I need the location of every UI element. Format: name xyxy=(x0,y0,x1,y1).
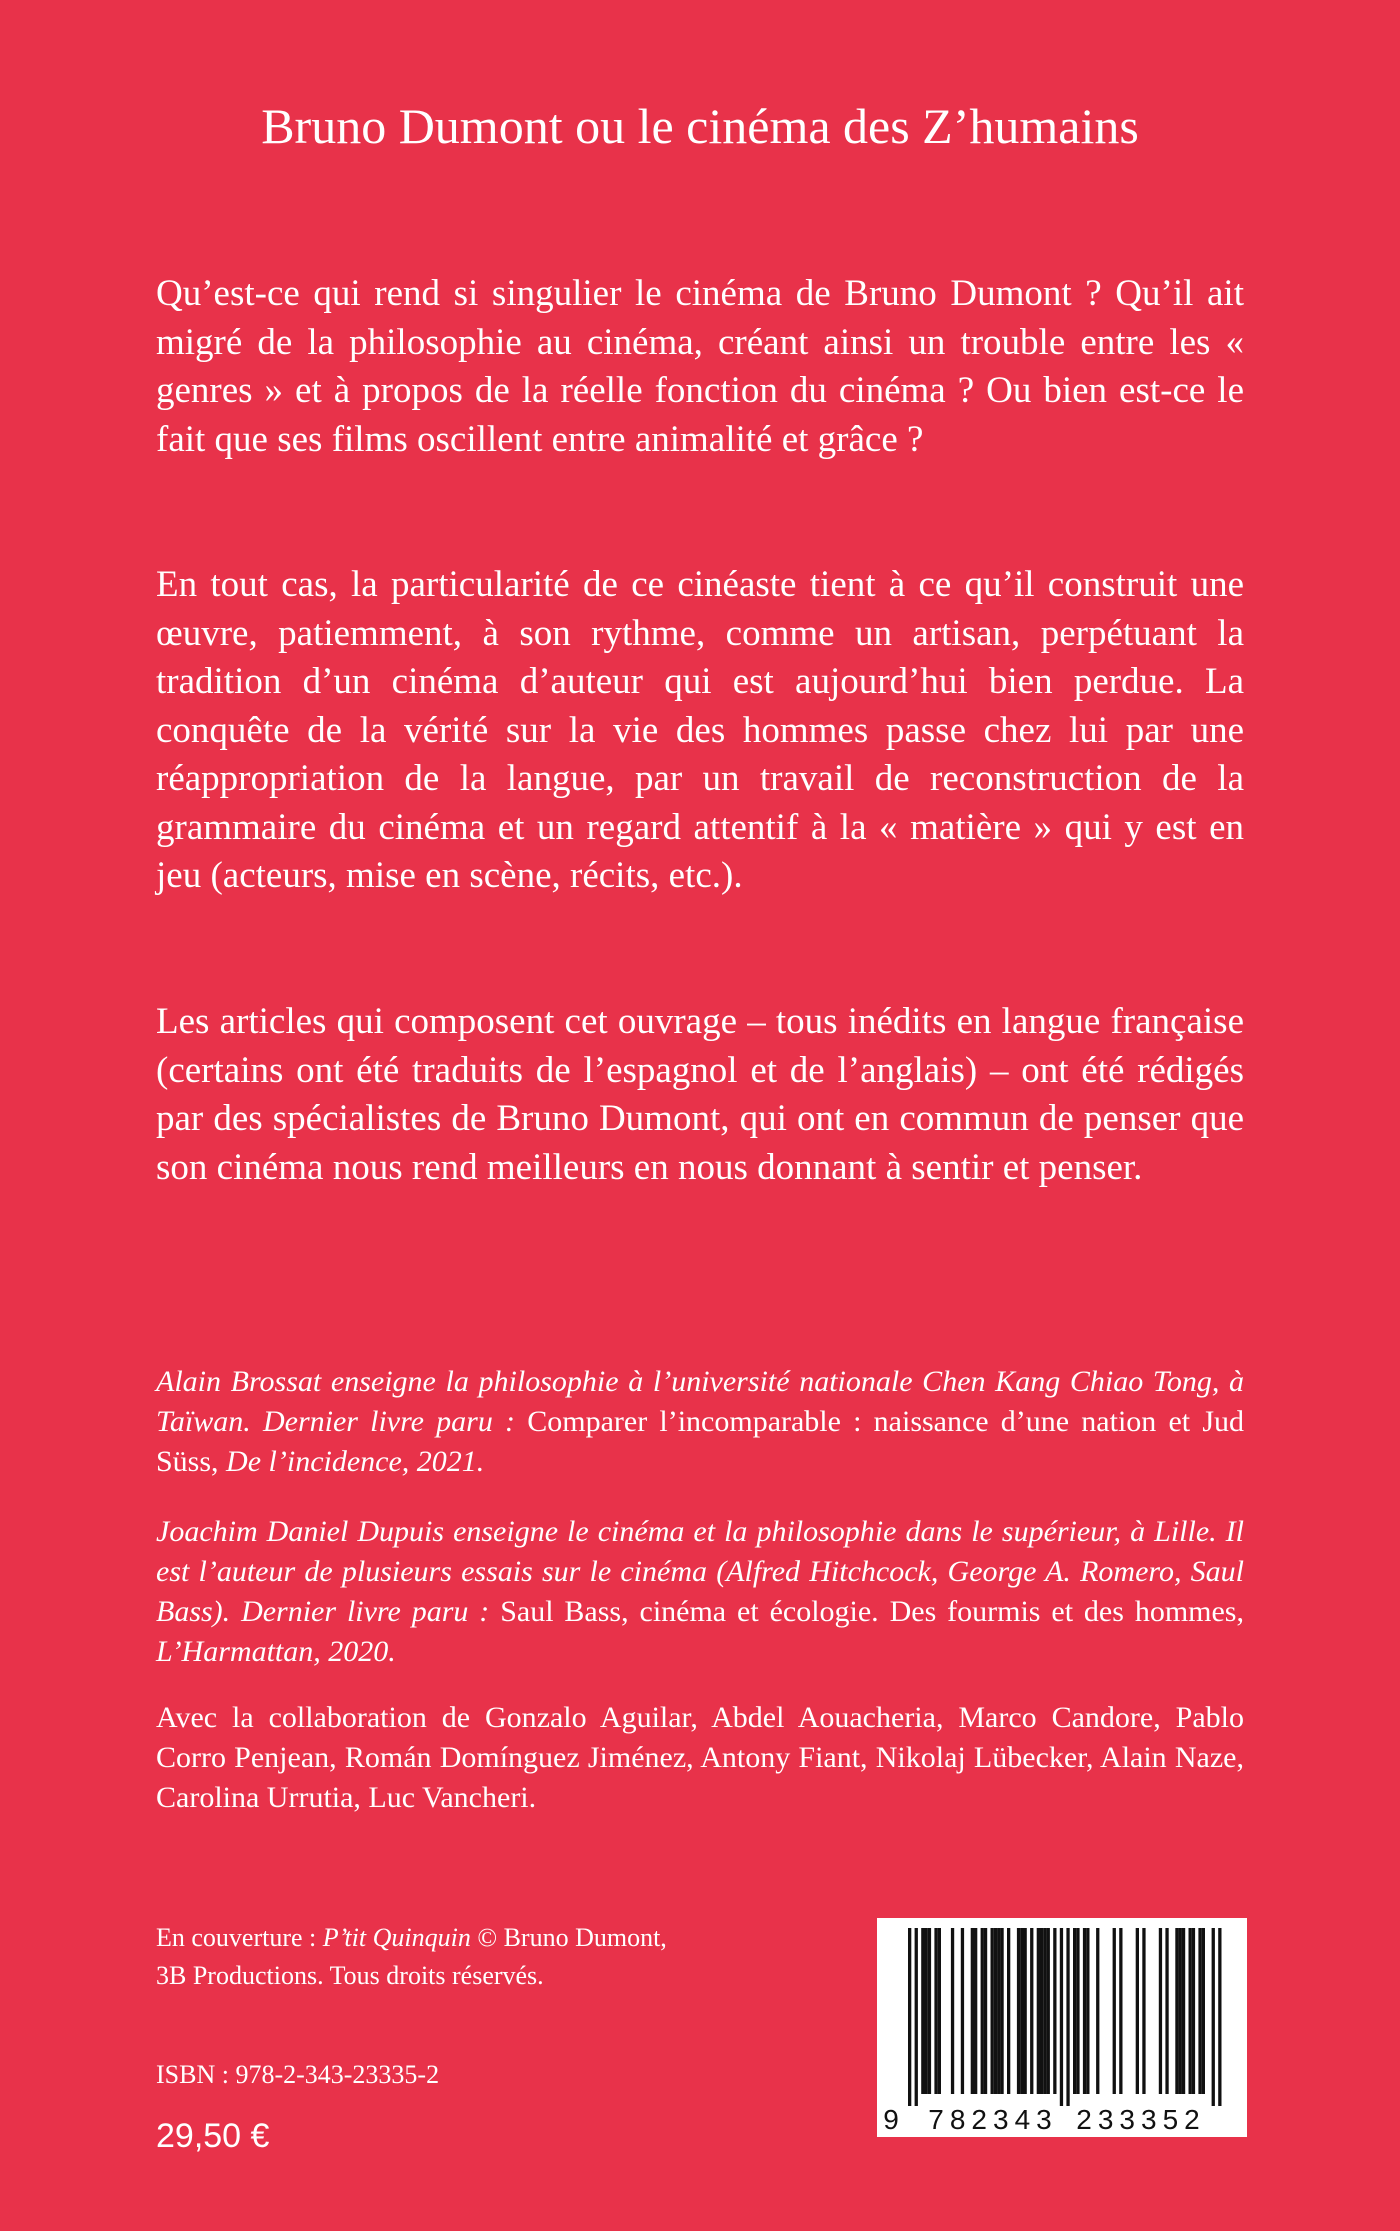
price: 29,50 € xyxy=(156,2117,270,2155)
barcode-digit-lead: 9 xyxy=(883,2104,899,2135)
barcode-graphic xyxy=(877,1918,1247,2137)
barcode-bar xyxy=(994,1928,997,2094)
bio-brossat-book: Comparer l’incomparable : naissance d’une nation et Jud Süss, xyxy=(156,1405,1244,1478)
barcode-bar xyxy=(961,1928,964,2094)
barcode-bar xyxy=(1030,1928,1033,2094)
barcode-bar xyxy=(1066,1928,1069,2106)
barcode-bar xyxy=(1040,1928,1043,2094)
barcode xyxy=(877,1918,1247,2137)
credits-film: P’tit Quinquin xyxy=(322,1923,471,1952)
barcode-bar xyxy=(1083,1928,1086,2094)
barcode-bar xyxy=(1053,1928,1056,2094)
barcode-bar xyxy=(1182,1928,1185,2094)
barcode-bar xyxy=(1017,1928,1020,2094)
barcode-digits-right: 233352 xyxy=(1076,2104,1206,2135)
barcode-bar xyxy=(1212,1928,1215,2106)
barcode-bar xyxy=(1047,1928,1050,2094)
blurb-paragraph-3: Les articles qui composent cet ouvrage – tous inédits en langue française (certains ont été traduits de l’espagnol et de l’anglais) – ont été rédigés par des spécialistes de Bruno Dumont, qui ont en commun de penser que son cinéma nous rend meilleurs en nous donnant à sentir et penser. xyxy=(156,1001,1244,1188)
barcode-bar xyxy=(1142,1928,1145,2094)
barcode-bar xyxy=(1119,1928,1122,2094)
barcode-bar xyxy=(1076,1928,1079,2094)
bio-dupuis-book: Saul Bass, cinéma et écologie. Des fourmis et des hommes, xyxy=(500,1595,1244,1628)
author-bio-brossat xyxy=(156,1362,1244,1482)
barcode-digits-left: 782343 xyxy=(928,2104,1058,2135)
bio-brossat-publisher: De l’incidence, 2021. xyxy=(218,1445,485,1478)
barcode-bar xyxy=(951,1928,954,2094)
blurb-paragraph-1: Qu’est-ce qui rend si singulier le cinéma de Bruno Dumont ? Qu’il ait migré de la philosophie au cinéma, créant ainsi un trouble entre les « genres » et à propos de la réelle fonction du cinéma ? Ou bien est-ce le fait que ses films oscillent entre animalité et grâce ? xyxy=(156,273,1244,460)
barcode-bar xyxy=(1218,1928,1221,2106)
barcode-bar xyxy=(1159,1928,1162,2094)
barcode-bar xyxy=(928,1928,931,2094)
barcode-bar xyxy=(938,1928,941,2094)
barcode-bar xyxy=(1202,1928,1205,2094)
barcode-bar xyxy=(1165,1928,1168,2094)
credits-suffix: © Bruno Dumont, xyxy=(470,1923,667,1952)
barcode-bar xyxy=(1198,1928,1201,2094)
barcode-bar xyxy=(921,1928,924,2094)
barcode-bar xyxy=(1007,1928,1010,2094)
barcode-bar xyxy=(1043,1928,1046,2094)
barcode-bar xyxy=(1179,1928,1182,2094)
cover-credits-line-1 xyxy=(156,1920,667,1956)
barcode-bar xyxy=(1000,1928,1003,2094)
barcode-bar xyxy=(1060,1928,1063,2106)
bio-brossat-intro: Alain Brossat enseigne la philosophie à l’université nationale Chen Kang Chiao Tong, à Taïwan. Dernier livre paru : xyxy=(156,1365,1244,1438)
collaboration-note: Avec la collaboration de Gonzalo Aguilar, Abdel Aouacheria, Marco Candore, Pablo Corro Penjean, Román Domínguez Jiménez, Antony Fiant, Nikolaj Lübecker, Alain Naze, Carolina Urrutia, Luc Vancheri. xyxy=(156,1701,1244,1814)
barcode-bar xyxy=(1073,1928,1076,2094)
barcode-bar xyxy=(1113,1928,1116,2094)
barcode-bar xyxy=(1192,1928,1195,2094)
barcode-bar xyxy=(971,1928,974,2094)
barcode-bar xyxy=(1136,1928,1139,2094)
barcode-bar xyxy=(915,1928,918,2106)
barcode-bar xyxy=(981,1928,984,2094)
barcode-bar xyxy=(1020,1928,1023,2094)
isbn: ISBN : 978-2-343-23335-2 xyxy=(156,2060,440,2089)
bio-dupuis-intro: Joachim Daniel Dupuis enseigne le cinéma et la philosophie dans le supérieur, à Lille. Il est l’auteur de plusieurs essais sur le cinéma (Alfred Hitchcock, George A. Romero, Saul Bass). Dernier livre paru : xyxy=(156,1515,1244,1628)
credits-prefix: En couverture : xyxy=(156,1923,323,1952)
bio-dupuis-publisher: L’Harmattan, 2020. xyxy=(156,1635,396,1668)
barcode-bar xyxy=(908,1928,911,2106)
book-title: Bruno Dumont ou le cinéma des Z’humains xyxy=(261,98,1139,154)
barcode-bar xyxy=(1037,1928,1040,2094)
barcode-bar xyxy=(925,1928,928,2094)
barcode-bar xyxy=(974,1928,977,2094)
barcode-bar xyxy=(1189,1928,1192,2094)
barcode-bar xyxy=(934,1928,937,2094)
cover-credits-line-2: 3B Productions. Tous droits réservés. xyxy=(156,1961,544,1990)
barcode-bar xyxy=(1096,1928,1099,2094)
barcode-bar xyxy=(997,1928,1000,2094)
barcode-bar xyxy=(1175,1928,1178,2094)
barcode-bar xyxy=(1024,1928,1027,2094)
author-bio-dupuis xyxy=(156,1512,1244,1672)
barcode-bar xyxy=(991,1928,994,2094)
barcode-bar xyxy=(1086,1928,1089,2094)
barcode-bar xyxy=(984,1928,987,2094)
blurb-paragraph-2: En tout cas, la particularité de ce cinéaste tient à ce qu’il construit une œuvre, patiemment, à son rythme, comme un artisan, perpétuant la tradition d’un cinéma d’auteur qui est aujourd’hui bien perdue. La conquête de la vérité sur la vie des hommes passe chez lui par une réappropriation de la langue, par un travail de reconstruction de la grammaire du cinéma et un regard attentif à la « matière » qui y est en jeu (acteurs, mise en scène, récits, etc.). xyxy=(156,564,1244,896)
